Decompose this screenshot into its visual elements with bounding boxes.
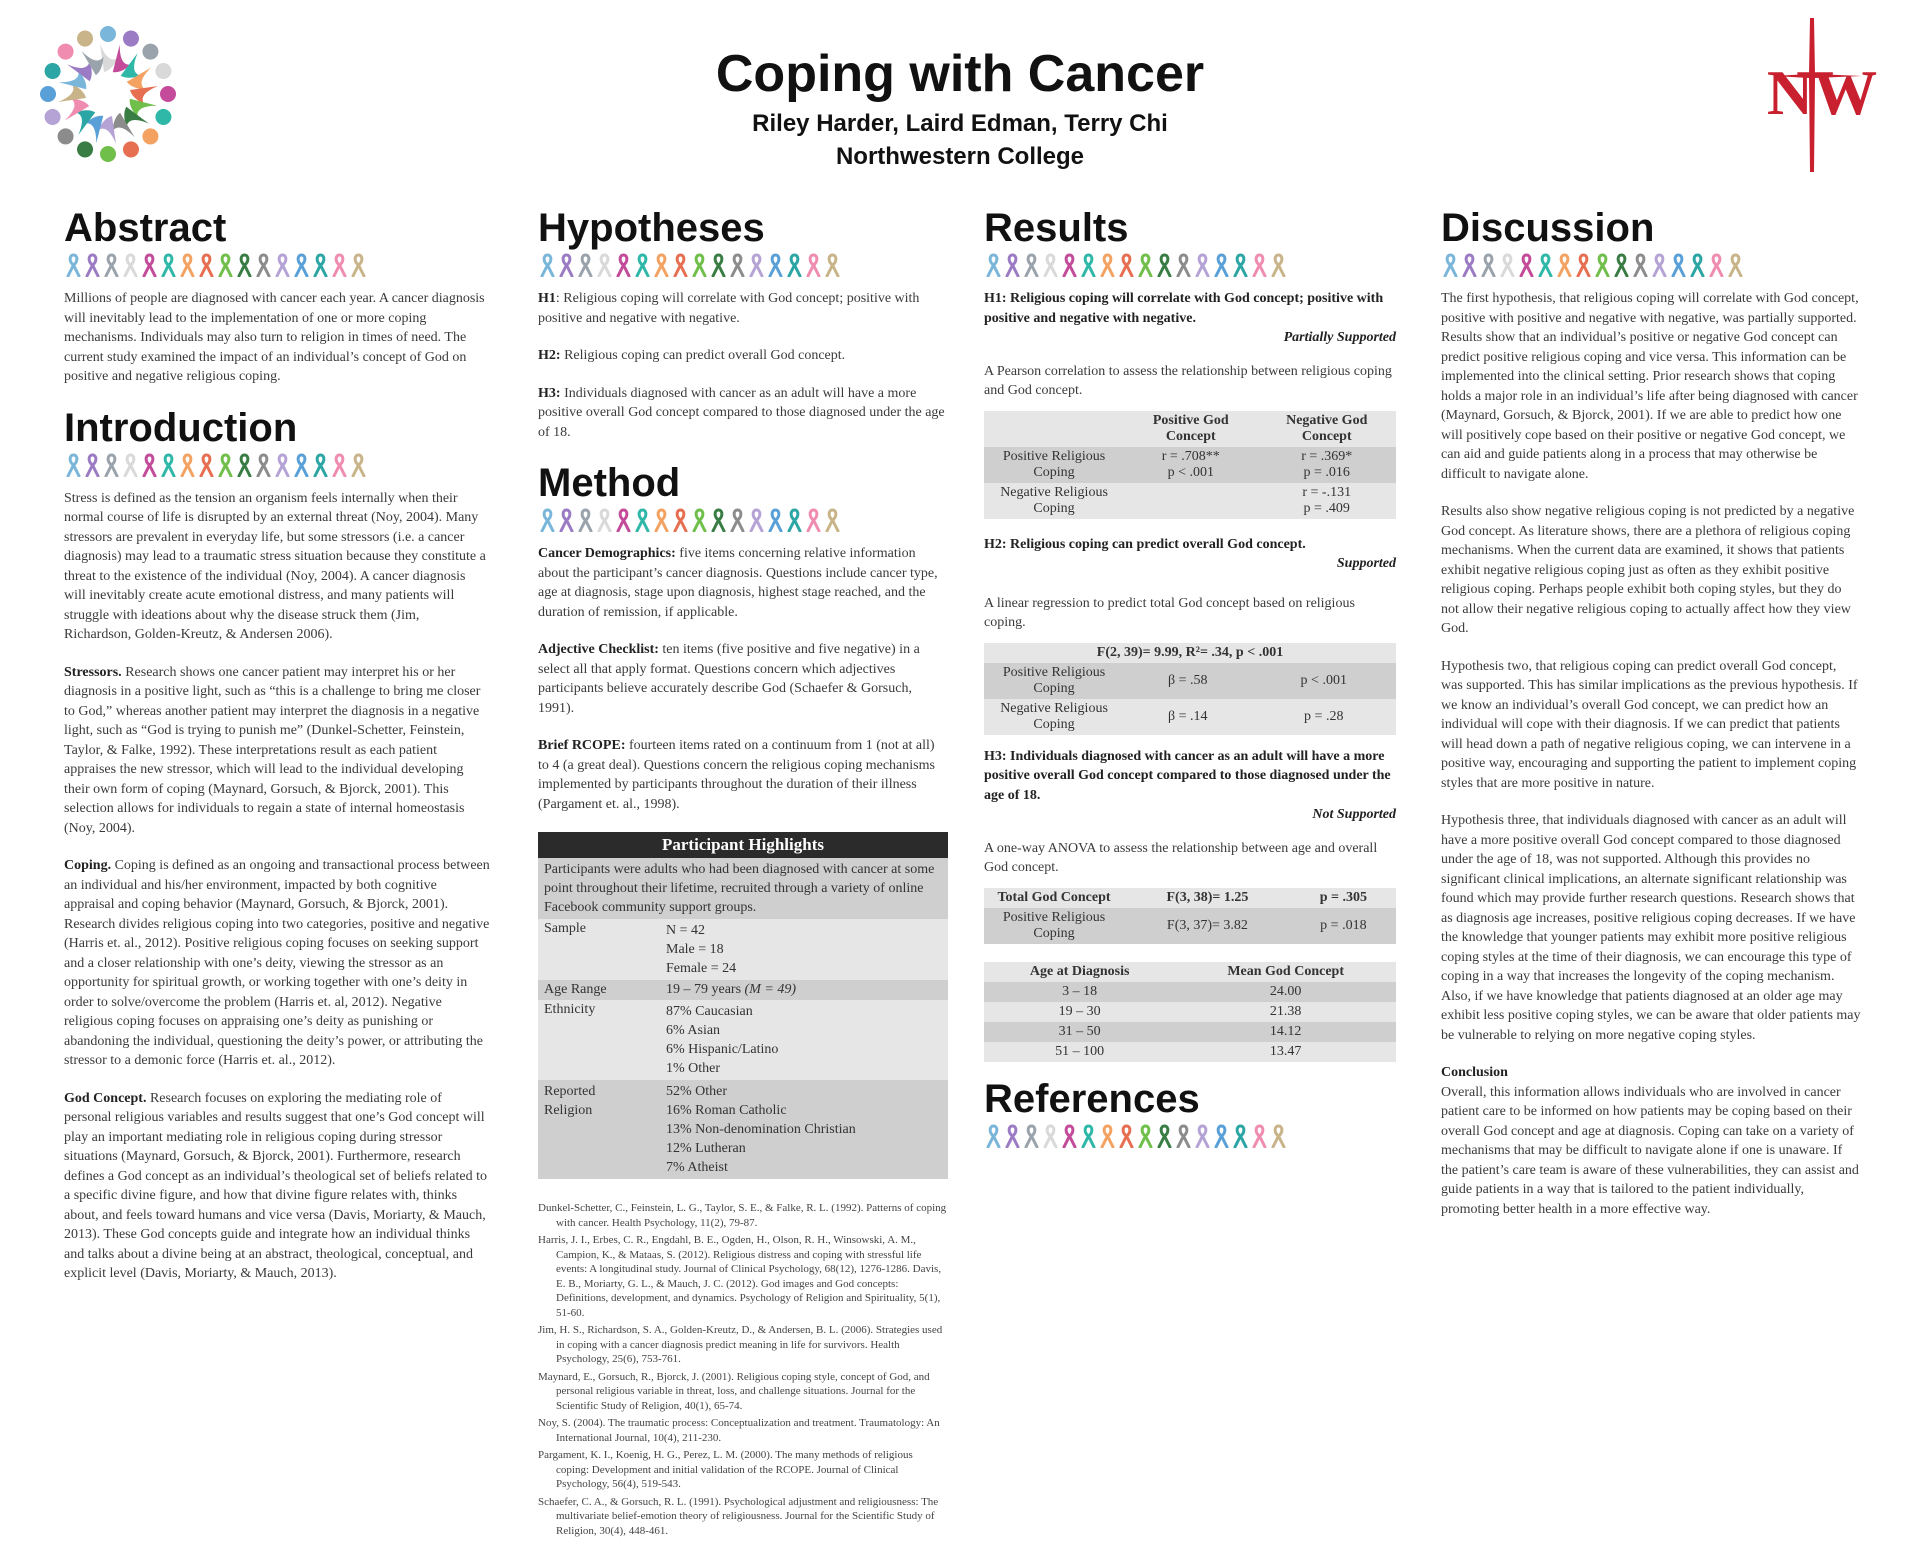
awareness-ribbon-icon xyxy=(616,508,631,532)
awareness-ribbon-icon xyxy=(1176,253,1191,277)
reference-item: Pargament, K. I., Koenig, H. G., Perez, L. M. (2000). The many methods of religious coping: Development and initial validation of the RCOPE. Journal of Clinical Psychology, 56(4), 519-543. xyxy=(538,1449,913,1490)
awareness-ribbon-icon xyxy=(313,253,328,277)
awareness-ribbon-icon xyxy=(1233,1124,1248,1148)
awareness-ribbon-icon xyxy=(123,453,138,477)
conclusion-text: Overall, this information allows individuals who are involved in cancer patient care to be informed on how patients may be coping based on their overall God concept and age at diagnosis. Coping can take on a variety of mechanisms that may be difficult to navigate alone if one is unaware. If the patient’s care team is aware of these vulnerabilities, they can assist and guide patients in a way that is tailored to the patient individually, promoting better health in a more effective way. xyxy=(1441,1084,1859,1217)
awareness-ribbon-icon xyxy=(559,253,574,277)
regression-stat: F(2, 39)= 9.99, R²= .34, p < .001 xyxy=(1096,644,1284,660)
awareness-ribbon-icon xyxy=(806,508,821,532)
column-3 xyxy=(984,205,1396,1160)
awareness-ribbon-icon xyxy=(66,253,81,277)
poster-title: Coping with Cancer xyxy=(715,45,1205,103)
awareness-ribbon-icon xyxy=(237,253,252,277)
reference-item: Noy, S. (2004). The traumatic process: Conceptualization and treatment. Traumatology: An International Journal, 10(4), 211-230. xyxy=(538,1417,940,1444)
awareness-ribbon-icon xyxy=(1138,253,1153,277)
column-1 xyxy=(64,205,490,1302)
awareness-ribbon-icon xyxy=(825,253,840,277)
awareness-ribbon-icon xyxy=(578,253,593,277)
results-heading: Results xyxy=(984,206,1129,250)
col-positive-god-concept: Positive God Concept xyxy=(1152,412,1229,444)
ribbon-row xyxy=(540,508,948,534)
awareness-ribbon-icon xyxy=(1119,1124,1134,1148)
awareness-ribbon-icon xyxy=(180,453,195,477)
awareness-ribbon-icon xyxy=(256,253,271,277)
hypothesis-1: H1: Religious coping will correlate with God concept; positive with positive and negative with negative. xyxy=(538,291,920,326)
row-negative-religious-coping: Negative Religious Coping xyxy=(1000,484,1108,516)
awareness-ribbon-icon xyxy=(1538,253,1553,277)
svg-text:NW: NW xyxy=(1766,57,1878,128)
reference-item: Harris, J. I., Erbes, C. R., Engdahl, B. E., Ogden, H., Olson, R. H., Winsowski, A. M., Campion, K., & Mataas, S. (2012). Religious distress and coping with stressful life events: A longitudinal study. Journal of Clinical Psychology, 68(12), 1276-1286. Davis, E. B., Moriarty, G. L., & Mauch, J. C. (2012). God images and God concepts: Definitions, development, and dynamics. Psychology of Religion and Spirituality, 5(1), 51-60. xyxy=(538,1234,942,1319)
intro-coping: Coping. Coping is defined as an ongoing and transactional process between an individual and his/her environment, impacted by both cognitive appraisal and coping behavior (Maynard, Gorsuch, & Bjorck, 2001). Research divides religious coping into two categories, positive and negative (Harris et. al., 2012). Positive religious coping focuses on seeking support and a closer relationship with one’s deity, viewing the stressor as an opportunity for spiritual growth, or working together with one’s deity in order to solve/overcome the problem (Harris et. al, 2012). Negative religious coping focuses on appraising one’s deity as punishing or abandoning the individual, questioning the deity’s power, or attributing the stressor to a demonic force (Harris et. al., 2012). xyxy=(64,858,490,1068)
awareness-ribbon-icon xyxy=(673,253,688,277)
awareness-ribbon-icon xyxy=(1557,253,1572,277)
conclusion-heading: Conclusion xyxy=(1441,1065,1508,1080)
participants-intro: Participants were adults who had been diagnosed with cancer at some point throughout their lifetime, recruited through a variety of online Facebook community support groups. xyxy=(544,862,935,915)
results-h3-title: H3: Individuals diagnosed with cancer as an adult will have a more positive overall God concept compared to those diagnosed under the age of 18. xyxy=(984,748,1391,803)
awareness-ribbon-icon xyxy=(1024,253,1039,277)
awareness-ribbon-icon xyxy=(1595,253,1610,277)
ribbon-row xyxy=(66,453,490,479)
awareness-ribbon-icon xyxy=(1024,1124,1039,1148)
awareness-ribbon-icon xyxy=(654,508,669,532)
awareness-ribbon-icon xyxy=(1690,253,1705,277)
method-heading: Method xyxy=(538,461,681,505)
awareness-ribbon-icon xyxy=(142,453,157,477)
awareness-ribbon-icon xyxy=(540,253,555,277)
results-h2-title: H2: Religious coping can predict overall God concept. xyxy=(984,536,1306,552)
awareness-ribbon-icon xyxy=(711,508,726,532)
awareness-ribbon-icon xyxy=(104,453,119,477)
awareness-ribbon-icon xyxy=(1062,1124,1077,1148)
awareness-ribbon-icon xyxy=(1043,1124,1058,1148)
awareness-ribbon-icon xyxy=(1081,1124,1096,1148)
awareness-ribbon-icon xyxy=(1671,253,1686,277)
awareness-ribbon-icon xyxy=(85,453,100,477)
awareness-ribbon-icon xyxy=(294,453,309,477)
awareness-ribbon-icon xyxy=(1100,253,1115,277)
awareness-ribbon-icon xyxy=(787,508,802,532)
awareness-ribbon-icon xyxy=(1214,253,1229,277)
participant-highlights-table xyxy=(538,832,948,1179)
awareness-ribbon-icon xyxy=(199,253,214,277)
results-h2-status: Supported xyxy=(1336,556,1396,571)
awareness-ribbon-icon xyxy=(692,253,707,277)
ethnicity-values: 87% Caucasian 6% Asian 6% Hispanic/Latino 1% Other xyxy=(666,1004,779,1076)
awareness-ribbon-icon xyxy=(1233,253,1248,277)
awareness-ribbon-icon xyxy=(161,453,176,477)
awareness-ribbon-icon xyxy=(673,508,688,532)
awareness-ribbon-icon xyxy=(1100,1124,1115,1148)
method-demographics: Cancer Demographics: five items concerning relative information about the participant’s cancer diagnosis. Questions include cancer type, age at diagnosis, stage upon diagnosis, highest stage reached, and the duration of remission, if applicable. xyxy=(538,546,938,620)
awareness-ribbon-icon xyxy=(787,253,802,277)
awareness-ribbon-icon xyxy=(66,453,81,477)
awareness-ribbon-icon xyxy=(616,253,631,277)
awareness-ribbon-icon xyxy=(1157,1124,1172,1148)
participants-heading: Participant Highlights xyxy=(538,832,948,858)
awareness-ribbon-icon xyxy=(1252,1124,1267,1148)
awareness-ribbon-icon xyxy=(1443,253,1458,277)
awareness-ribbon-icon xyxy=(180,253,195,277)
ribbon-row xyxy=(986,253,1396,279)
references-list xyxy=(538,1201,948,1538)
awareness-ribbon-icon xyxy=(1481,253,1496,277)
awareness-ribbon-icon xyxy=(1005,253,1020,277)
ribbon-row xyxy=(66,253,490,279)
ethnicity-label: Ethnicity xyxy=(544,1002,596,1017)
awareness-ribbon-icon xyxy=(1176,1124,1191,1148)
intro-god-concept: God Concept. Research focuses on exploring the mediating role of personal religious variables and results suggest that one’s God concept will play an important mediating role in religious coping during stressor situations (Maynard, Gorsuch, & Bjorck, 2001). Furthermore, research defines a God concept as an individual’s theological set of beliefs related to a specific divine figure, and how that divine figure relates with, thinks about, and feels toward humans and vice versa (Davis, Moriarty, & Mauch, 2013). These God concepts guide and integrate how an individual thinks and talks about a divine being at an abstract, theological, conceptual, and explicit level (Davis, Moriarty, & Mauch, 2013). xyxy=(64,1090,487,1281)
age-range-value: 19 – 79 years (M = 49) xyxy=(666,982,796,997)
awareness-ribbon-icon xyxy=(1271,253,1286,277)
awareness-ribbon-icon xyxy=(1728,253,1743,277)
results-h2-description: A linear regression to predict total God concept based on religious coping. xyxy=(984,595,1355,630)
awareness-ribbon-icon xyxy=(1062,253,1077,277)
intro-paragraph: Stress is defined as the tension an organism feels internally when their normal course of life is disrupted by an external threat (Noy, 2004). Many stressors are prevalent in everyday life, but some stressors (i.e. a cancer diagnosis) may lead to a traumatic stress situation because they constitute a threat to the existence of the individual (Noy, 2004). A cancer diagnosis will inevitably create acute emotional distress, and many patients will struggle with ideations about why the disease struck them (Jim, Richardson, Golden-Kreutz, & Andersen 2006). xyxy=(64,490,486,642)
hypothesis-2: H2: Religious coping can predict overall God concept. xyxy=(538,348,846,363)
awareness-ribbon-icon xyxy=(1519,253,1534,277)
awareness-ribbon-icon xyxy=(749,508,764,532)
awareness-ribbon-icon xyxy=(218,253,233,277)
awareness-ribbon-icon xyxy=(1709,253,1724,277)
awareness-ribbon-icon xyxy=(711,253,726,277)
awareness-ribbon-icon xyxy=(986,253,1001,277)
awareness-ribbon-icon xyxy=(986,1124,1001,1148)
abstract-heading: Abstract xyxy=(64,206,227,250)
awareness-ribbon-icon xyxy=(825,508,840,532)
awareness-ribbon-icon xyxy=(654,253,669,277)
awareness-ribbon-icon xyxy=(692,508,707,532)
awareness-ribbon-icon xyxy=(1576,253,1591,277)
anova-table: Total God Concept F(3, 38)= 1.25 p = .305 Positive Religious Coping F(3, 37)= 3.82 p = .018 xyxy=(984,888,1396,944)
discussion-heading: Discussion xyxy=(1441,206,1655,250)
column-2 xyxy=(538,205,948,1541)
awareness-ribbon-icon xyxy=(313,453,328,477)
ribbon-row xyxy=(1443,253,1861,279)
awareness-ribbon-icon xyxy=(256,453,271,477)
awareness-ribbon-icon xyxy=(597,508,612,532)
awareness-ribbon-icon xyxy=(1271,1124,1286,1148)
religion-label: Reported Religion xyxy=(544,1084,596,1118)
age-range-label: Age Range xyxy=(544,982,607,997)
results-h1-description: A Pearson correlation to assess the relationship between religious coping and God concept. xyxy=(984,363,1392,398)
awareness-ribbon-icon xyxy=(749,253,764,277)
awareness-ribbon-icon xyxy=(237,453,252,477)
awareness-ribbon-icon xyxy=(1214,1124,1229,1148)
intro-stressors: Stressors. Research shows one cancer patient may interpret his or her diagnosis in a positive light, such as “this is a challenge to bring me closer to God,” whereas another patient may interpret the diagnosis in a negative light, such as “God is trying to punish me” (Dunkel-Schetter, Feinstein, Taylor, & Falke, 1992). These interpretations result as each patient appraises the new stressor, which will lead to the individual developing their own form of coping (Maynard, Gorsuch, & Bjorck, 2001). This selection allows for individuals to regain a state of internal homeostasis (Noy, 2004). xyxy=(64,664,481,836)
awareness-ribbon-icon xyxy=(730,253,745,277)
results-h3-status: Not Supported xyxy=(1312,807,1396,822)
row-positive-religious-coping: Positive Religious Coping xyxy=(1002,448,1106,480)
awareness-ribbon-icon xyxy=(332,253,347,277)
discussion-paragraph: Results also show negative religious coping is not predicted by a negative God concept. As literature shows, there are a plethora of religious coping mechanisms. When the current data are examined, it shows that patients exhibit negative religious coping just as often as they exhibit positive religious coping. Perhaps people exhibit both coping styles, but they do not allow their negative religious coping to actually affect how they view God. xyxy=(1441,504,1855,636)
awareness-ribbon-icon xyxy=(1195,1124,1210,1148)
awareness-ribbon-icon xyxy=(730,508,745,532)
ribbon-row xyxy=(540,253,948,279)
awareness-ribbon-icon xyxy=(104,253,119,277)
reference-item: Schaefer, C. A., & Gorsuch, R. L. (1991). Psychological adjustment and religiousness: The multivariate belief-emotion theory of religiousness. Journal for the Scientific Study of Religion, 30(4), 448-461. xyxy=(538,1495,939,1537)
sample-label: Sample xyxy=(544,921,586,936)
results-h3-description: A one-way ANOVA to assess the relationship between age and overall God concept. xyxy=(984,840,1378,875)
awareness-ribbon-icon xyxy=(1500,253,1515,277)
hypotheses-heading: Hypotheses xyxy=(538,206,765,250)
results-h1-title: H1: Religious coping will correlate with God concept; positive with positive and negative with negative. xyxy=(984,291,1384,326)
regression-table: F(2, 39)= 9.99, R²= .34, p < .001 Positive Religious Coping β = .58 p < .001 Negative Religious Coping β = .14 p = .28 xyxy=(984,643,1396,735)
reference-item: Dunkel-Schetter, C., Feinstein, L. G., Taylor, S. E., & Falke, R. L. (1992). Patterns of coping with cancer. Health Psychology, 11(2), 79-87. xyxy=(538,1202,947,1229)
awareness-ribbon-icon xyxy=(85,253,100,277)
awareness-ribbon-icon xyxy=(199,453,214,477)
poster-authors: Riley Harder, Laird Edman, Terry Chi xyxy=(752,110,1168,137)
awareness-ribbon-icon xyxy=(1138,1124,1153,1148)
poster-header xyxy=(0,0,1920,190)
col-negative-god-concept: Negative God Concept xyxy=(1286,412,1368,444)
awareness-ribbon-icon xyxy=(218,453,233,477)
awareness-ribbon-icon xyxy=(597,253,612,277)
abstract-text: Millions of people are diagnosed with cancer each year. A cancer diagnosis will inevitably lead to the implementation of one or more coping mechanisms. Individuals may also turn to religion in times of need. The current study examined the impact of an individual’s concept of God on positive and negative religious coping. xyxy=(64,291,485,384)
introduction-heading: Introduction xyxy=(64,405,298,450)
awareness-ribbon-icon xyxy=(559,508,574,532)
poster-institution: Northwestern College xyxy=(835,143,1085,170)
awareness-ribbon-icon xyxy=(351,453,366,477)
northwestern-logo xyxy=(1752,14,1892,174)
age-table: Age at Diagnosis Mean God Concept 3 – 18 24.00 19 – 30 21.38 31 – 50 14.12 51 – 100 13.47 xyxy=(984,962,1396,1062)
discussion-paragraph: The first hypothesis, that religious coping will correlate with God concept, positive with positive and negative with negative, was partially supported. Results show that an individual’s positive or negative God concept can predict positive religious coping and vice versa. This information can be implemented into the clinical setting. Prior research shows that coping holds a major role in an individual’s life after being diagnosed with cancer (Maynard, Gorsuch, & Bjorck, 2001). If we are able to predict how one will positively cope based on their positive or negative God concept, we can aid and guide patients along in a process that may otherwise be difficult to navigate alone. xyxy=(1441,291,1859,482)
awareness-ribbon-icon xyxy=(1119,253,1134,277)
method-brief-rcope: Brief RCOPE: fourteen items rated on a continuum from 1 (not at all) to 4 (a great deal). Questions concern the religious coping mechanisms implemented by participants throughout the duration of their illness (Pargament et. al., 1998). xyxy=(538,738,935,812)
awareness-ribbon-icon xyxy=(540,508,555,532)
sample-values: N = 42 Male = 18 Female = 24 xyxy=(666,923,737,976)
awareness-ribbon-icon xyxy=(351,253,366,277)
awareness-ribbon-icon xyxy=(294,253,309,277)
awareness-ribbon-icon xyxy=(1081,253,1096,277)
awareness-ribbon-icon xyxy=(1005,1124,1020,1148)
awareness-ribbon-icon xyxy=(768,508,783,532)
religion-values: 52% Other 16% Roman Catholic 13% Non-denomination Christian 12% Lutheran 7% Atheist xyxy=(666,1084,856,1175)
column-4 xyxy=(1441,205,1861,1237)
awareness-ribbon-icon xyxy=(1043,253,1058,277)
awareness-ribbon-icon xyxy=(635,253,650,277)
awareness-ribbon-icon xyxy=(1614,253,1629,277)
awareness-ribbon-icon xyxy=(332,453,347,477)
hypothesis-3: H3: Individuals diagnosed with cancer as an adult will have a more positive overall God concept compared to those diagnosed under the age of 18. xyxy=(538,385,945,440)
awareness-ribbon-icon xyxy=(142,253,157,277)
discussion-paragraph: Hypothesis three, that individuals diagnosed with cancer as an adult will have a more positive overall God concept compared to those diagnosed under the age of 18, was not supported. Although this provides no significant clinical implications, an alternate significant relationship was found which may provide further research questions. Research shows that as diagnosis age increases, positive religious coping decreases. If we have the knowledge that younger patients may exhibit more positive religious coping styles at the time of their diagnosis, we can encourage this type of coping in a way that increases the longevity of the coping mechanism. Also, if we have knowledge that patients diagnosed at an older age may exhibit less positive coping styles, we can be aware that older patients may be vulnerable to relying on more negative coping styles. xyxy=(1441,813,1861,1043)
reference-item: Maynard, E., Gorsuch, R., Bjorck, J. (2001). Religious coping style, concept of God, and personal religious variable in threat, loss, and challenge situations. Journal for the Scientific Study of Religion, 40(1), 65-74. xyxy=(538,1370,930,1412)
discussion-paragraph: Hypothesis two, that religious coping can predict overall God concept, was supported. This has similar implications as the previous hypothesis. If we know an individual’s overall God concept, we can predict how an individual will cope with their diagnosis. If we can predict that patients will head down a path of negative religious coping, we can intervene in a positive way, encouraging and supporting the patient to implement coping styles that are more positive in nature. xyxy=(1441,658,1858,791)
awareness-ribbon-icon xyxy=(275,453,290,477)
correlation-table: Positive God Concept Negative God Concept Positive Religious Coping r = .708** p < .001 r = .369* p = .016 Negative Religious Coping r = -.131 p = .409 xyxy=(984,411,1396,519)
awareness-ribbon-icon xyxy=(1195,253,1210,277)
awareness-ribbon-icon xyxy=(635,508,650,532)
awareness-ribbon-icon xyxy=(275,253,290,277)
references-heading: References xyxy=(984,1076,1200,1121)
awareness-ribbon-icon xyxy=(768,253,783,277)
awareness-ribbon-icon xyxy=(806,253,821,277)
reference-item: Jim, H. S., Richardson, S. A., Golden-Kreutz, D., & Andersen, B. L. (2006). Strategies used in coping with a cancer diagnosis predict meaning in life for survivors. Health Psychology, 25(6), 753-761. xyxy=(538,1324,943,1365)
awareness-ribbon-icon xyxy=(1252,253,1267,277)
awareness-ribbon-icon xyxy=(123,253,138,277)
awareness-ribbon-icon xyxy=(1633,253,1648,277)
awareness-ribbon-icon xyxy=(1157,253,1172,277)
ribbon-row xyxy=(986,1124,1396,1150)
results-h1-status: Partially Supported xyxy=(1283,330,1396,345)
awareness-ribbon-icon xyxy=(161,253,176,277)
awareness-ribbon-icon xyxy=(578,508,593,532)
awareness-ribbon-icon xyxy=(1462,253,1477,277)
method-adjective-checklist: Adjective Checklist: ten items (five positive and five negative) in a select all that apply format. Questions concern which adjectives participants believe accurately describe God (Schaefer & Gorsuch, 1991). xyxy=(538,642,920,716)
awareness-ribbon-icon xyxy=(1652,253,1667,277)
